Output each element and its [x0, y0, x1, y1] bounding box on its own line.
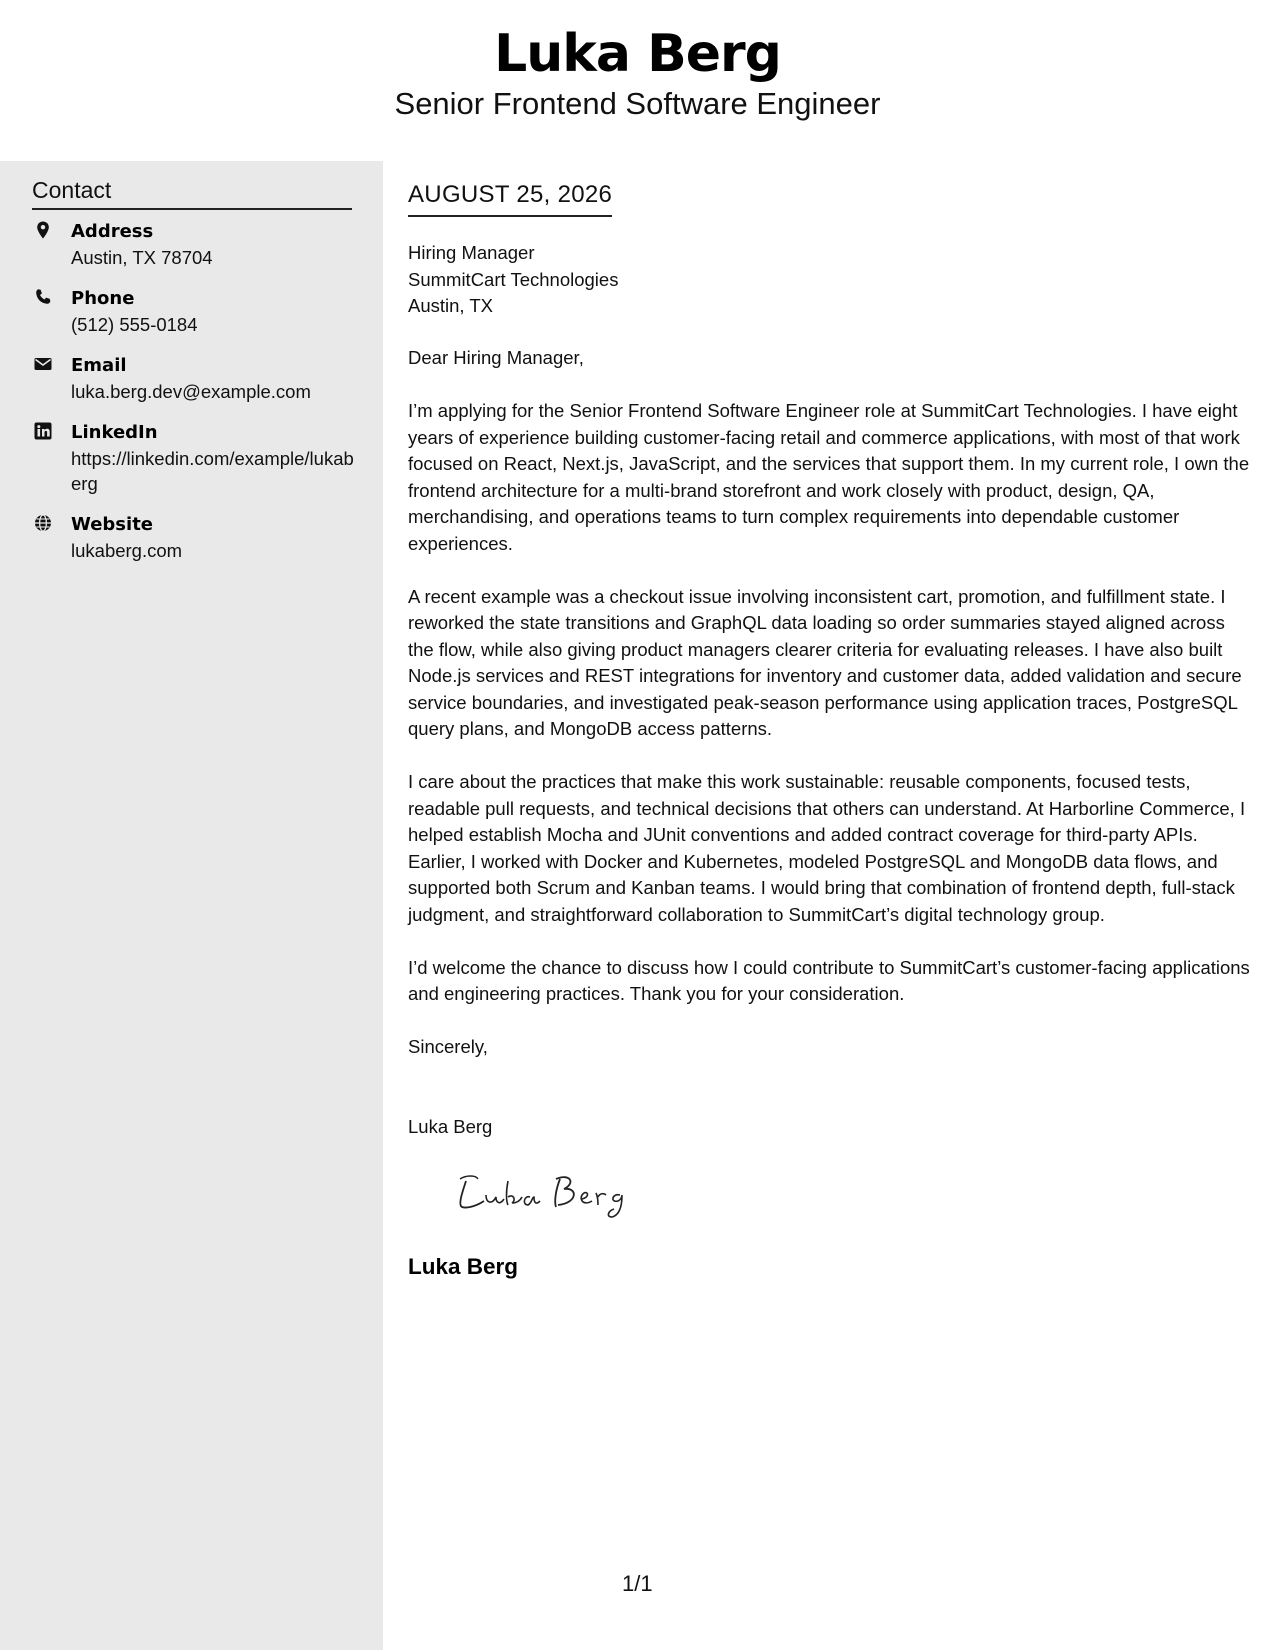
applicant-name: Luka Berg [494, 24, 781, 84]
applicant-title: Senior Frontend Software Engineer [394, 86, 881, 121]
contact-heading: Contact [32, 177, 352, 210]
phone-icon [34, 288, 52, 306]
closing: Sincerely, [408, 1036, 488, 1057]
contact-item-website [32, 512, 362, 563]
contact-value[interactable]: lukaberg.com [71, 540, 183, 561]
letter-date: AUGUST 25, 2026 [408, 181, 612, 217]
globe-icon [34, 514, 52, 532]
typed-name: Luka Berg [408, 1115, 493, 1137]
contact-label: Address [71, 221, 154, 242]
page-number: 1/1 [622, 1571, 653, 1596]
salutation: Dear Hiring Manager, [408, 347, 584, 368]
handwritten-signature [452, 1161, 652, 1221]
letter-text [408, 345, 1253, 1140]
paragraph: I care about the practices that make this work sustainable: reusable components, focused tests, readable pull requests, and technical decisions that others can understand. At Harborline Commerce, I helped establish Mocha and JUnit conventions and added contract coverage for third-party APIs. Earlier, I worked with Docker and Kubernetes, modeled PostgreSQL and MongoDB data flows, and supported both Scrum and Kanban teams. I would bring that combination of frontend depth, full-stack judgment, and straightforward collaboration to SummitCart’s digital technology group. [408, 771, 1246, 925]
contact-value: luka.berg.dev@example.com [71, 381, 311, 402]
contact-value: (512) 555-0184 [71, 314, 198, 335]
recipient-line: SummitCart Technologies [408, 268, 619, 290]
contact-label: Website [71, 514, 154, 535]
contact-sidebar [0, 161, 383, 1650]
contact-label: Email [71, 355, 127, 376]
letter-header [0, 0, 1275, 160]
envelope-icon [34, 355, 52, 373]
paragraph: A recent example was a checkout issue involving inconsistent cart, promotion, and fulfillment state. I reworked the state transitions and GraphQL data loading so order summaries stayed aligned across the flow, while also giving product managers clearer criteria for evaluating releases. I have also built Node.js services and REST integrations for inventory and customer data, added validation and secure service boundaries, and investigated peak-season performance using application traces, PostgreSQL query plans, and MongoDB access patterns. [408, 585, 1242, 739]
recipient-line: Austin, TX [408, 295, 494, 316]
linkedin-icon [34, 422, 52, 440]
paragraph: I’d welcome the chance to discuss how I could contribute to SummitCart’s customer-facing applications and engineering practices. Thank you for your consideration. [408, 956, 1250, 1004]
contact-label: Phone [71, 288, 135, 309]
paragraph: I’m applying for the Senior Frontend Software Engineer role at SummitCart Technologies. I have eight years of experience building customer-facing retail and commerce applications, with most of that work focused on React, Next.js, JavaScript, and the services that support them. In my current role, I own the frontend architecture for a multi-brand storefront and work closely with product, design, QA, merchandising, and operations teams to turn complex requirements into dependable customer experiences. [408, 400, 1250, 554]
contact-label: LinkedIn [71, 422, 158, 443]
contact-list [32, 219, 362, 579]
map-pin-icon [34, 221, 52, 239]
contact-value: Austin, TX 78704 [71, 247, 213, 268]
contact-item-phone [32, 286, 362, 337]
contact-item-linkedin [32, 420, 362, 496]
contact-item-email [32, 353, 362, 404]
recipient-block [408, 240, 618, 320]
contact-item-address [32, 219, 362, 270]
signature-name: Luka Berg [408, 1254, 519, 1279]
contact-value[interactable]: https://linkedin.com/example/lukaberg [71, 448, 354, 494]
recipient-line: Hiring Manager [408, 242, 535, 263]
